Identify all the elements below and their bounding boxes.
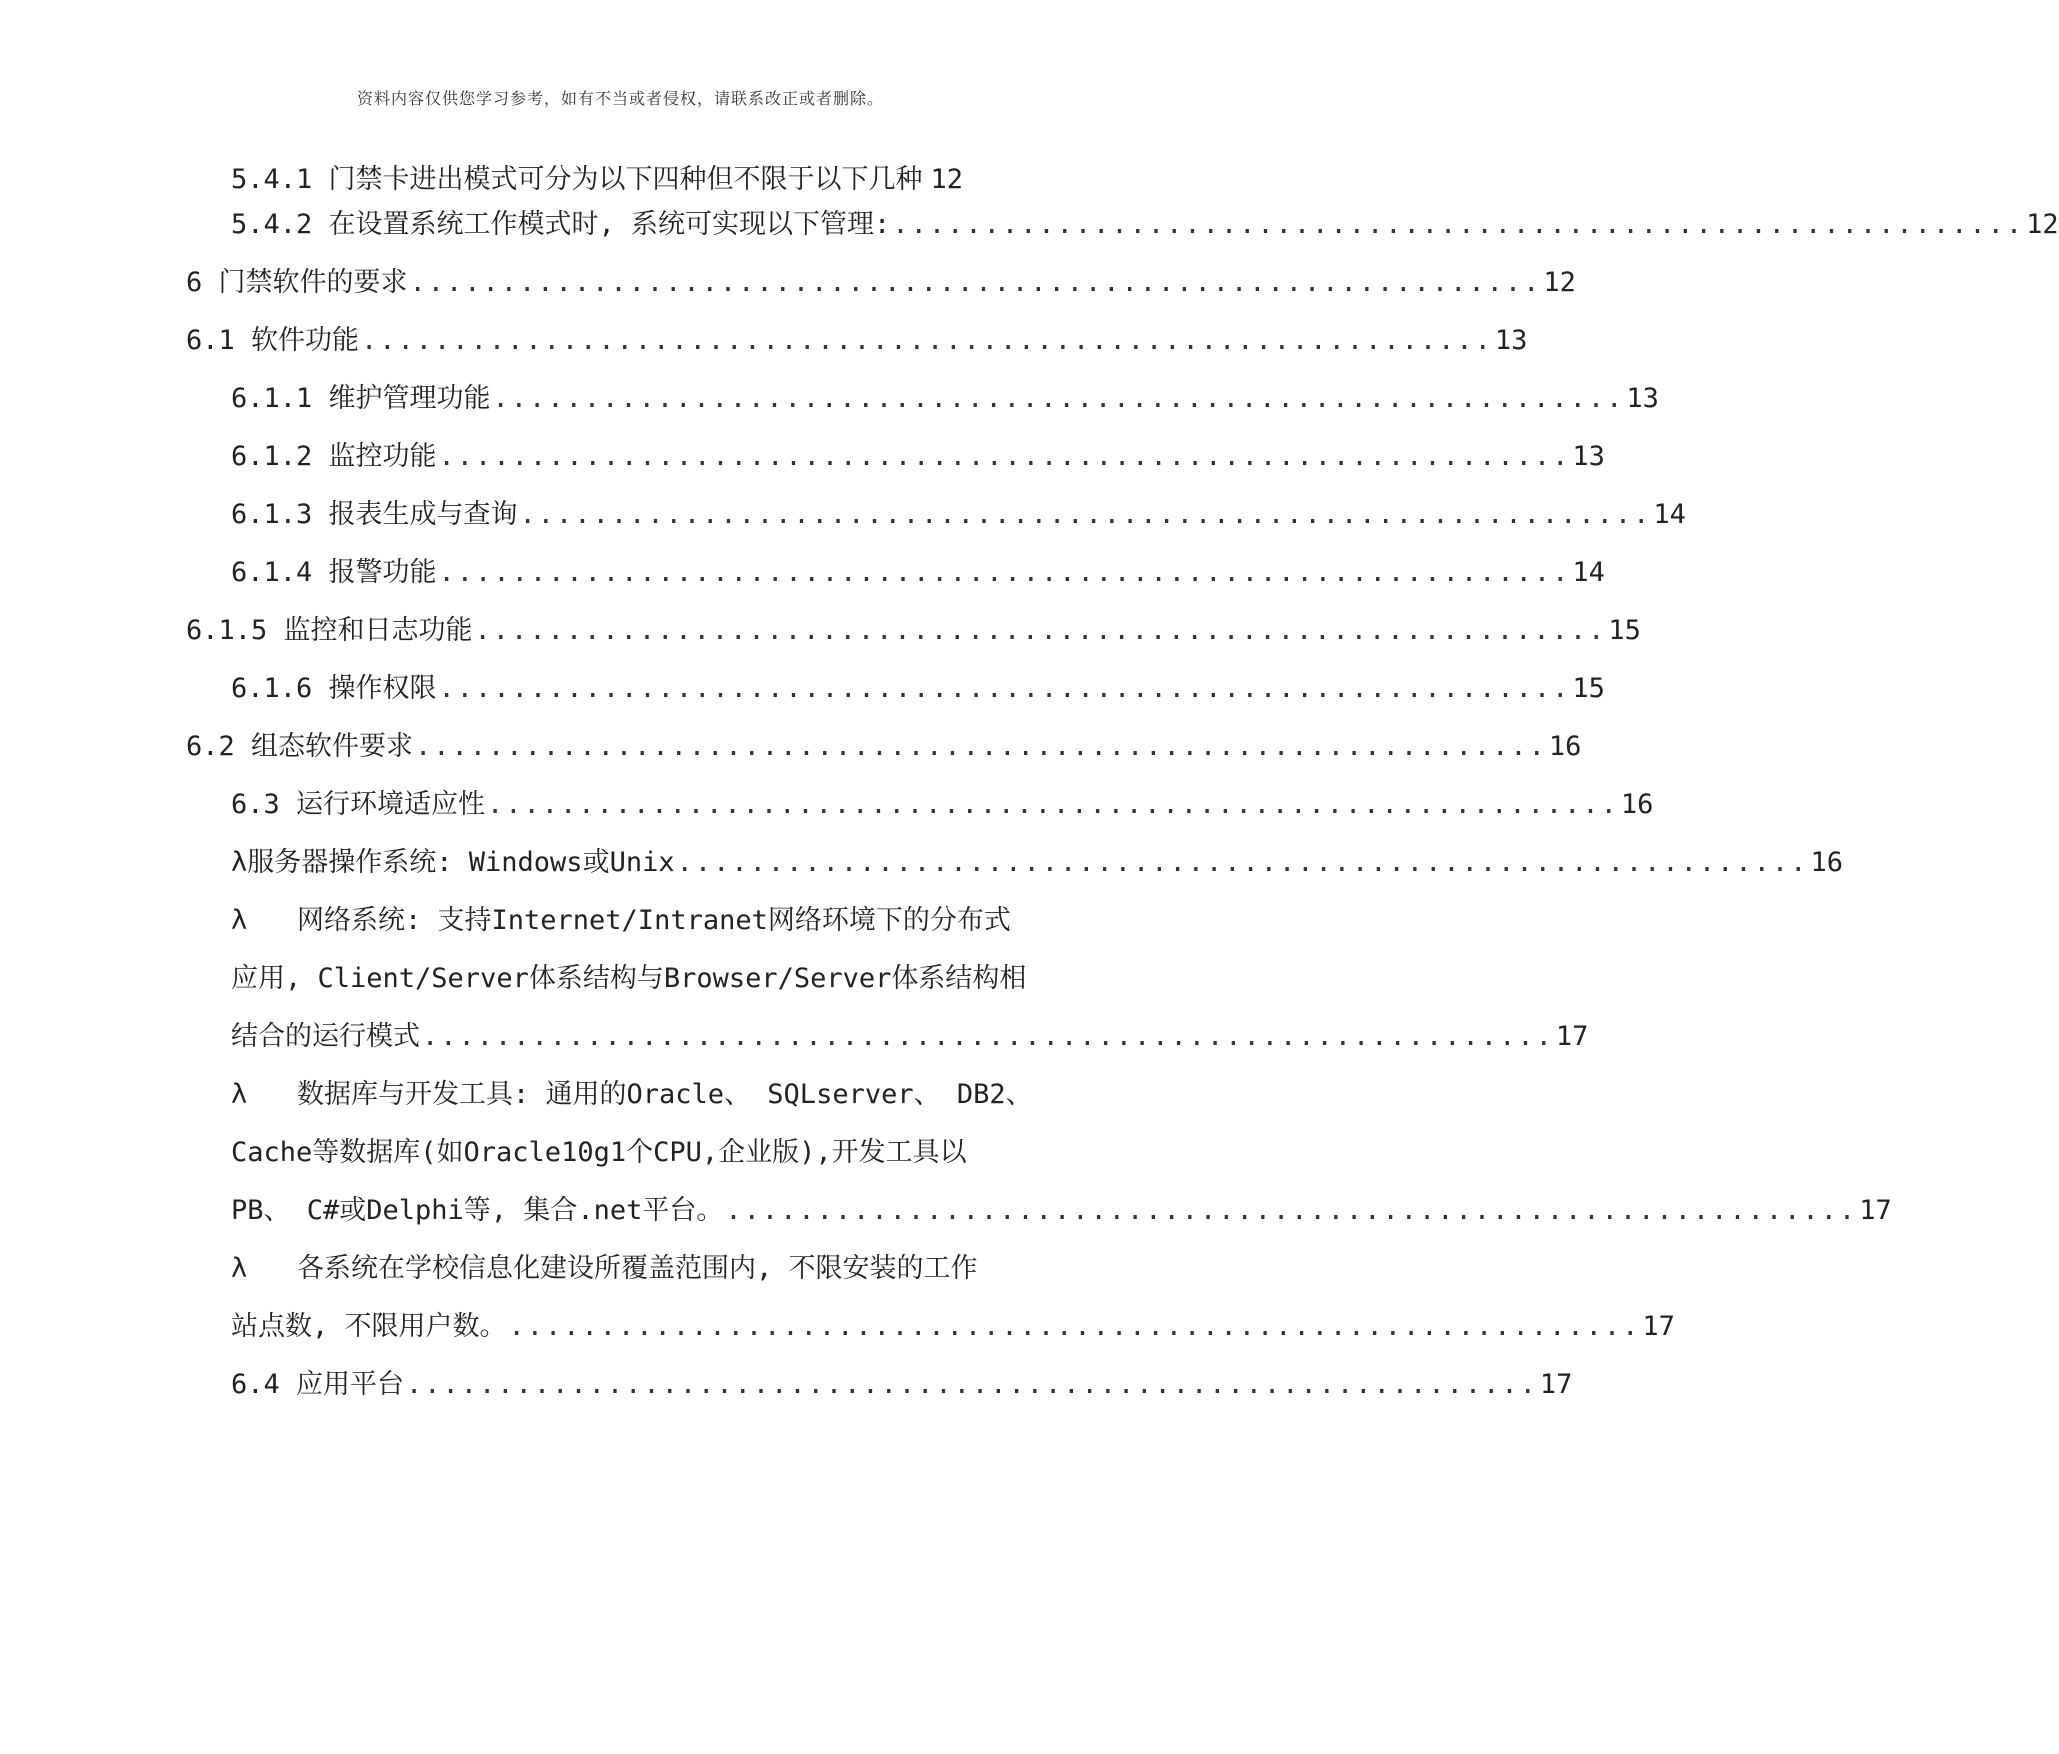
toc-leader-dots: .............................................................. — [406, 1369, 1538, 1400]
toc-leader-dots: .............................................................. — [438, 557, 1571, 588]
toc-leader-dots: .............................................................. — [422, 1021, 1554, 1052]
toc-entry-title: 6.1.4 报警功能 — [231, 557, 437, 588]
toc-entry-title: 6.1.5 监控和日志功能 — [186, 615, 473, 646]
toc-entry-title: 6 门禁软件的要求 — [186, 267, 408, 298]
toc-entry[interactable] — [231, 1191, 1892, 1231]
bullet-lambda: λ — [231, 847, 248, 878]
toc-entry-page: 12 — [930, 164, 964, 195]
toc-entry[interactable] — [231, 553, 1605, 593]
toc-entry[interactable] — [231, 669, 1605, 709]
toc-entry[interactable] — [231, 1017, 1589, 1057]
toc-entry-page: 17 — [1555, 1021, 1589, 1052]
toc-entry-title: PB、 C#或Delphi等, 集合.net平台。 — [231, 1195, 724, 1226]
toc-entry-title: 结合的运行模式 — [231, 1021, 420, 1052]
toc-entry-title: 各系统在学校信息化建设所覆盖范围内, 不限安装的工作 — [297, 1253, 978, 1284]
toc-entry-page: 15 — [1608, 615, 1641, 646]
toc-entry-page: 13 — [1572, 441, 1605, 472]
toc-entry-title: 网络系统: 支持Internet/Intranet网络环境下的分布式 — [297, 905, 1011, 936]
toc-entry-title: 5.4.2 在设置系统工作模式时, 系统可实现以下管理: — [231, 209, 891, 240]
toc-entry-page: 14 — [1653, 499, 1686, 530]
toc-entry-line[interactable] — [231, 959, 1026, 999]
bullet-lambda: λ — [231, 1079, 248, 1110]
toc-entry[interactable] — [231, 160, 1063, 200]
toc-entry[interactable] — [231, 437, 1605, 477]
toc-entry-page: 13 — [1626, 383, 1659, 414]
toc-entry-title: 6.1 软件功能 — [186, 325, 360, 356]
toc-entry[interactable] — [186, 321, 1528, 361]
toc-entry-line[interactable] — [231, 1075, 1033, 1115]
toc-leader-dots: .............................................................. — [487, 789, 1619, 820]
toc-entry-page: 17 — [1539, 1369, 1573, 1400]
toc-entry-title: 数据库与开发工具: 通用的Oracle、 SQLserver、 DB2、 — [297, 1079, 1033, 1110]
toc-entry-page: 16 — [1810, 847, 1843, 878]
toc-entry[interactable] — [186, 611, 1641, 651]
toc-entry-page: 16 — [1620, 789, 1654, 820]
toc-leader-dots: .............................................................. — [438, 673, 1571, 704]
toc-entry-page: 12 — [1543, 267, 1576, 298]
toc-entry-page: 16 — [1548, 731, 1582, 762]
toc-leader-dots: .............................................................. — [474, 615, 1607, 646]
bullet-lambda: λ — [231, 1253, 248, 1284]
toc-leader-dots: .............................................................. — [361, 325, 1493, 356]
toc-entry-title: Cache等数据库(如Oracle10g1个CPU,企业版),开发工具以 — [231, 1137, 967, 1168]
toc-leader-dots: .............................................................. — [492, 383, 1625, 414]
toc-entry[interactable] — [231, 1307, 1675, 1347]
toc-entry-page: 14 — [1572, 557, 1605, 588]
toc-leader-dots: .............................................................. — [519, 499, 1652, 530]
toc-entry-page: 13 — [1494, 325, 1528, 356]
toc-leader-dots: .............................................................. — [415, 731, 1547, 762]
toc-entry-title: 站点数, 不限用户数。 — [231, 1311, 507, 1342]
toc-entry-title: 应用, Client/Server体系结构与Browser/Server体系结构相 — [231, 963, 1027, 994]
toc-entry-page: 15 — [1572, 673, 1605, 704]
bullet-lambda: λ — [231, 905, 248, 936]
toc-entry-title: 6.4 应用平台 — [231, 1369, 405, 1400]
toc-entry[interactable] — [231, 205, 2059, 245]
toc-entry-page: 17 — [1642, 1311, 1675, 1342]
toc-entry[interactable] — [186, 727, 1582, 767]
toc-entry-title: 5.4.1 门禁卡进出模式可分为以下四种但不限于以下几种 — [231, 164, 923, 195]
toc-entry-title: 6.1.6 操作权限 — [231, 673, 437, 704]
toc-entry-title: 6.1.3 报表生成与查询 — [231, 499, 518, 530]
toc-leader-dots: .............................................................. — [438, 441, 1571, 472]
toc-entry-title: 6.2 组态软件要求 — [186, 731, 414, 762]
toc-leader-dots: .............................................................. — [409, 267, 1542, 298]
toc-entry[interactable] — [231, 843, 1843, 883]
toc-entry[interactable] — [231, 379, 1659, 419]
toc-entry-title: 6.1.2 监控功能 — [231, 441, 437, 472]
toc-entry-line[interactable] — [231, 1249, 978, 1289]
toc-entry[interactable] — [231, 785, 1654, 825]
toc-entry-title: 服务器操作系统: Windows或Unix — [247, 847, 675, 878]
toc-leader-dots: .............................................................. — [892, 209, 2025, 240]
toc-entry-page: 17 — [1859, 1195, 1892, 1226]
toc-entry-line[interactable] — [231, 1133, 967, 1173]
toc-leader-dots: .............................................................. — [508, 1311, 1641, 1342]
toc-entry[interactable] — [231, 1365, 1573, 1405]
toc-entry-page: 12 — [2026, 209, 2059, 240]
toc-leader-dots: .............................................................. — [676, 847, 1809, 878]
page-header-notice: 资料内容仅供您学习参考，如有不当或者侵权，请联系改正或者删除。 — [356, 89, 884, 108]
toc-entry-line[interactable] — [231, 901, 1011, 941]
toc-entry[interactable] — [231, 495, 1686, 535]
toc-leader-dots: .............................................................. — [725, 1195, 1858, 1226]
toc-entry[interactable] — [186, 263, 1576, 303]
toc-entry-title: 6.1.1 维护管理功能 — [231, 383, 491, 414]
toc-entry-title: 6.3 运行环境适应性 — [231, 789, 486, 820]
